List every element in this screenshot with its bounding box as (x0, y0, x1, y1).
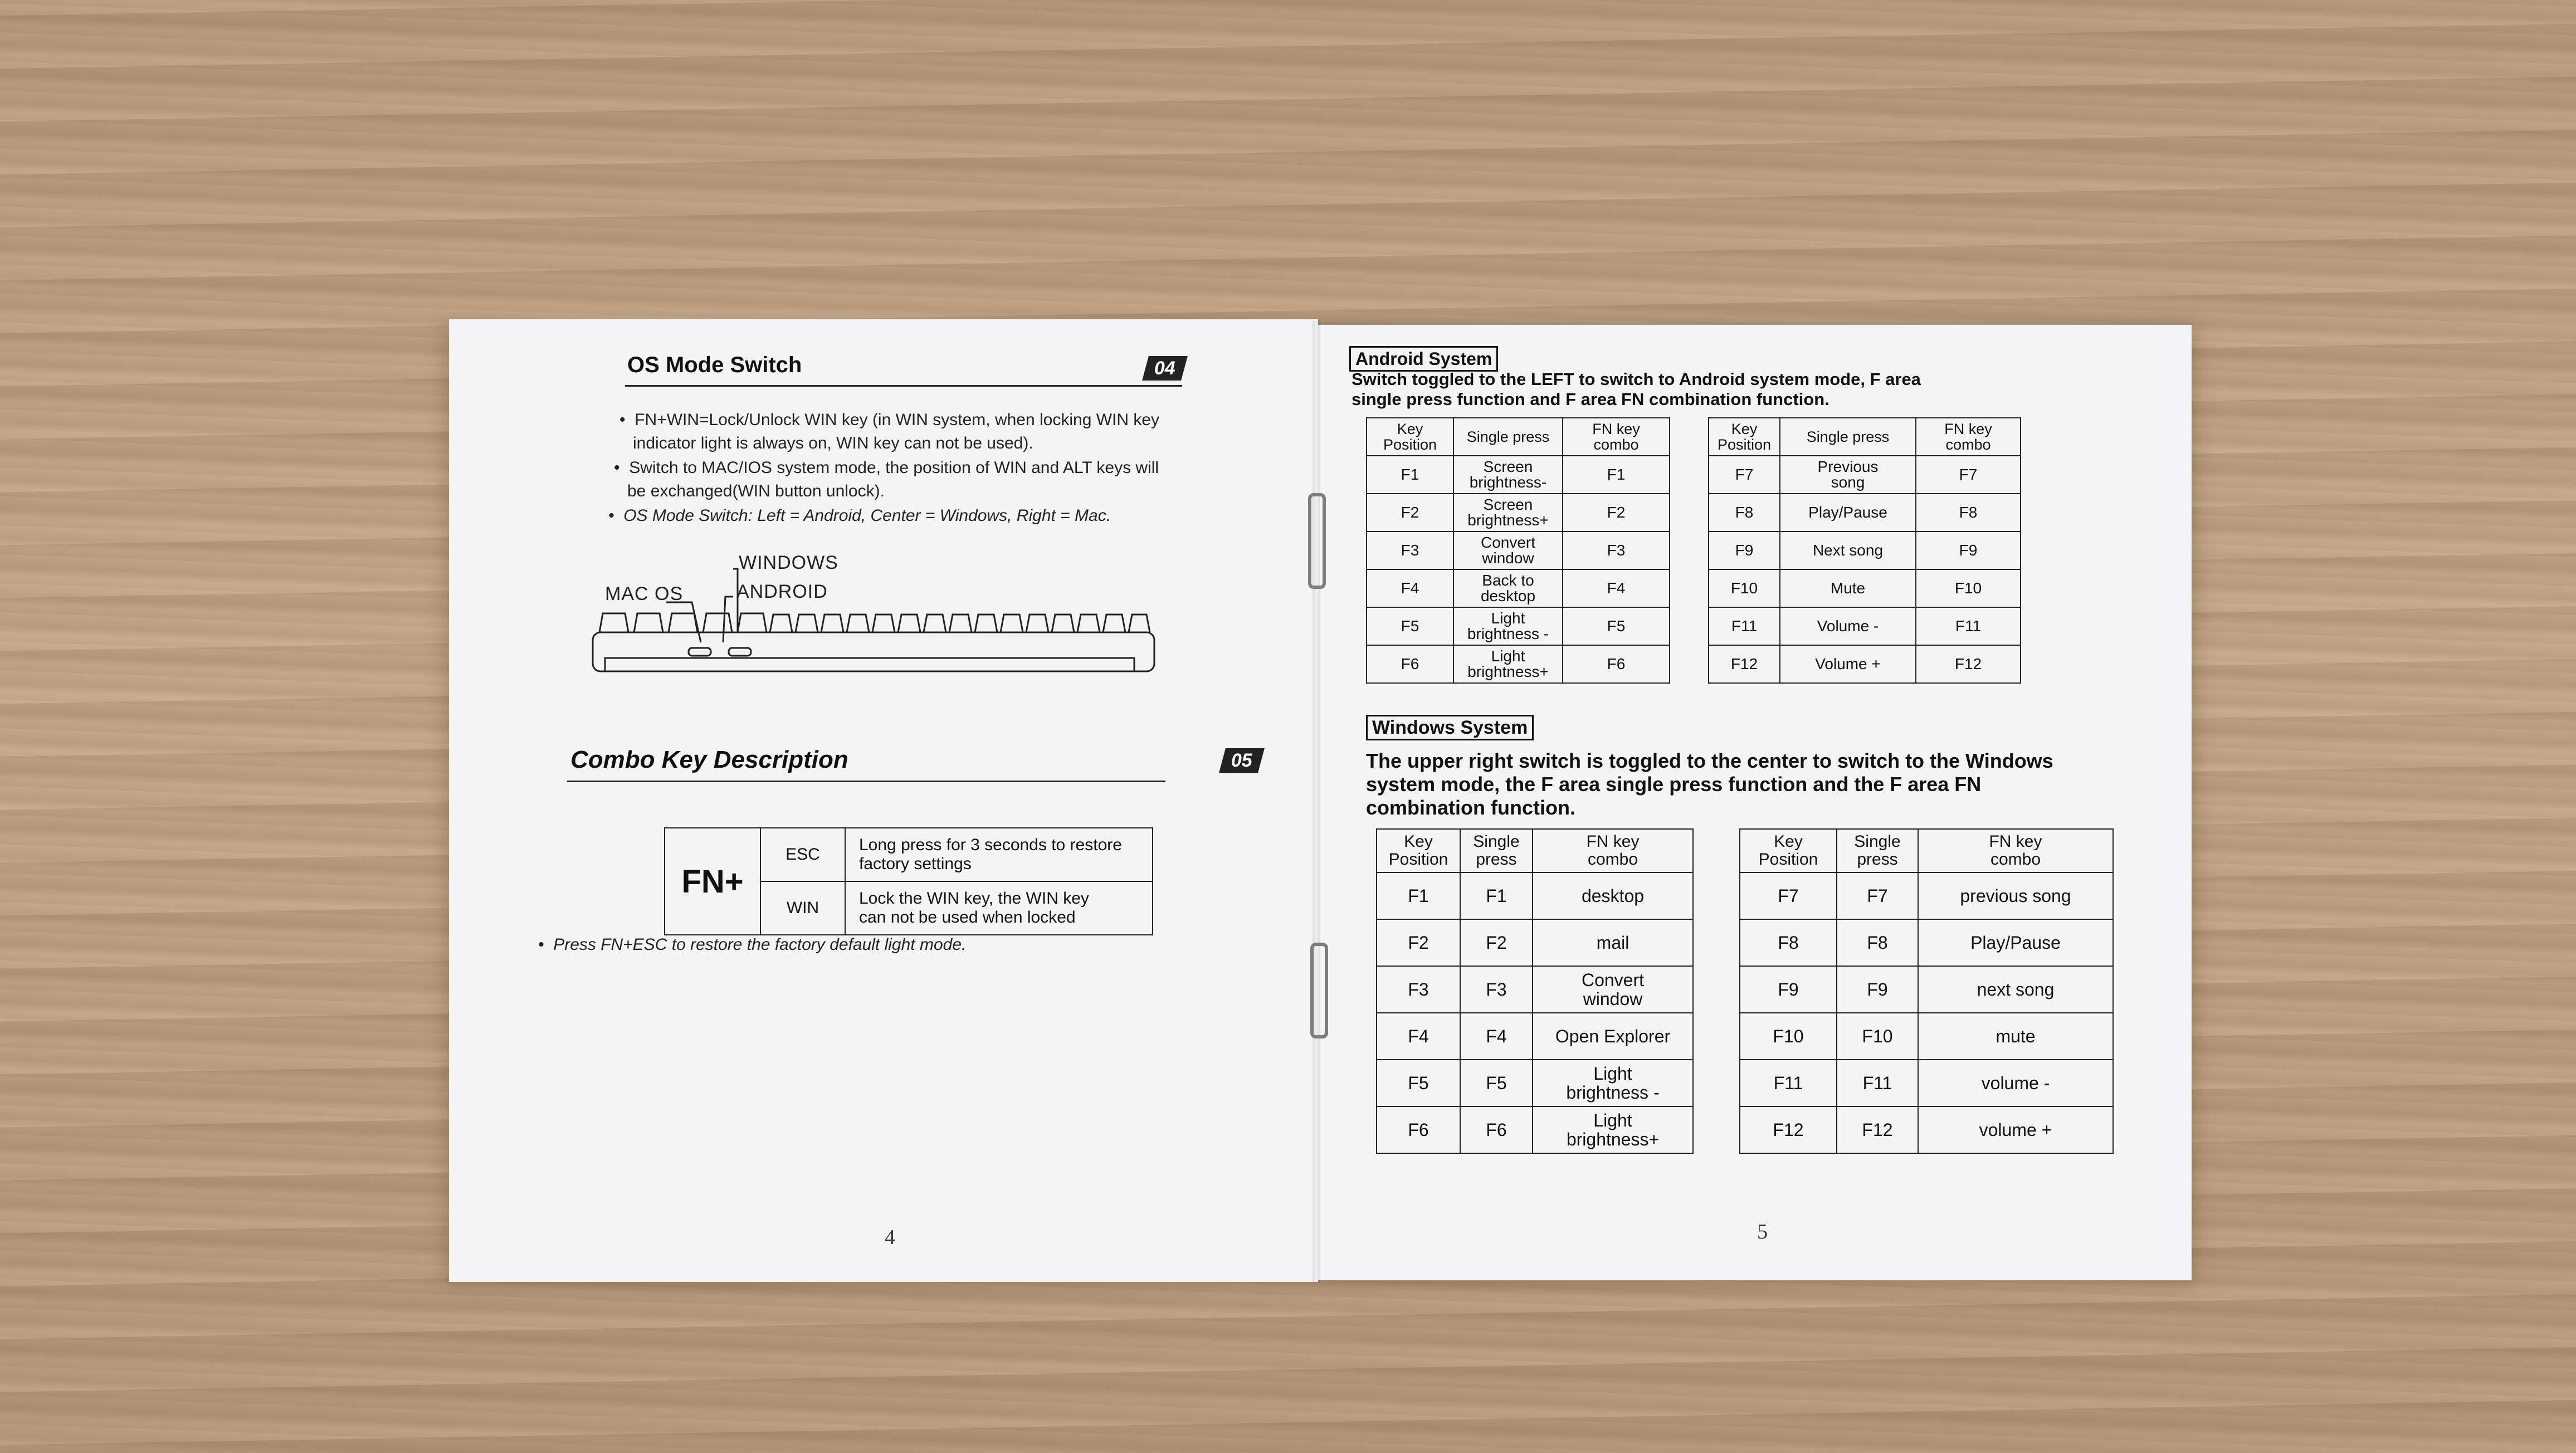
cell-key: F8 (1709, 494, 1780, 532)
table-row (1377, 1106, 1693, 1153)
cell-single: Mute (1780, 569, 1916, 607)
table-row (1367, 645, 1670, 683)
table-row (1740, 1013, 2113, 1060)
cell-single: F8 (1837, 919, 1918, 966)
table-row (1377, 872, 1693, 919)
cell-single: F10 (1837, 1013, 1918, 1060)
cell-fn: volume - (1918, 1060, 2113, 1106)
hdr-single-press: Single press (1837, 829, 1918, 872)
cell-single: F11 (1837, 1060, 1918, 1106)
android-table-right (1708, 417, 2021, 684)
keyboard-side-diagram (583, 559, 1162, 687)
table-row (1740, 919, 2113, 966)
windows-intro-line3: combination function. (1366, 796, 1575, 819)
table-row (1740, 1106, 2113, 1153)
combo-note: • Press FN+ESC to restore the factory default light mode. (538, 935, 967, 954)
table-row (1367, 569, 1670, 607)
cell-key: F11 (1709, 607, 1780, 645)
os-mode-badge: 04 (1142, 356, 1188, 381)
windows-left-header (1377, 829, 1693, 872)
cell-fn: mail (1533, 919, 1693, 966)
os-bullet-1: • FN+WIN=Lock/Unlock WIN key (in WIN system, when locking WIN key (619, 411, 1160, 429)
table-row (1377, 966, 1693, 1013)
cell-single: F7 (1837, 872, 1918, 919)
os-bullet-2: • Switch to MAC/IOS system mode, the position of WIN and ALT keys will (614, 459, 1159, 477)
cell-fn: mute (1918, 1013, 2113, 1060)
table-row (1709, 456, 2021, 494)
cell-key: F1 (1367, 456, 1453, 494)
table-row (1709, 645, 2021, 683)
cell-key: F5 (1377, 1060, 1460, 1106)
cell-single: Back to desktop (1453, 569, 1563, 607)
android-right-header (1709, 418, 2021, 456)
cell-key: F8 (1740, 919, 1837, 966)
cell-fn: F11 (1916, 607, 2021, 645)
table-row (1740, 872, 2113, 919)
combo-key-table (664, 827, 1153, 935)
cell-fn: Play/Pause (1918, 919, 2113, 966)
cell-key: F2 (1367, 494, 1453, 532)
cell-fn: F5 (1563, 607, 1670, 645)
table-row (1709, 494, 2021, 532)
cell-fn: F8 (1916, 494, 2021, 532)
cell-single: Volume + (1780, 645, 1916, 683)
cell-single: F3 (1460, 966, 1533, 1013)
cell-fn: F1 (1563, 456, 1670, 494)
cell-single: Screen brightness+ (1453, 494, 1563, 532)
cell-key: F6 (1377, 1106, 1460, 1153)
cell-single: Light brightness+ (1453, 645, 1563, 683)
cell-single: F9 (1837, 966, 1918, 1013)
cell-fn: F10 (1916, 569, 2021, 607)
hdr-key-position: Key Position (1367, 418, 1453, 456)
cell-single: Volume - (1780, 607, 1916, 645)
hdr-fn-combo: FN key combo (1918, 829, 2113, 872)
page-number-left: 4 (885, 1226, 895, 1249)
android-intro-line1: Switch toggled to the LEFT to switch to Android system mode, F area (1352, 369, 1921, 389)
windows-intro-line1: The upper right switch is toggled to the center to switch to the Windows (1366, 749, 2053, 772)
table-row (1377, 919, 1693, 966)
os-bullet-3: • OS Mode Switch: Left = Android, Center = Windows, Right = Mac. (608, 506, 1111, 525)
left-page (449, 319, 1318, 1282)
table-row (1740, 1060, 2113, 1106)
cell-fn: Open Explorer (1533, 1013, 1693, 1060)
combo-desc-esc: Long press for 3 seconds to restore factory settings (845, 828, 1153, 881)
table-row (1709, 607, 2021, 645)
cell-key: F3 (1367, 532, 1453, 569)
cell-single: Play/Pause (1780, 494, 1916, 532)
table-row (1709, 532, 2021, 569)
cell-single: Light brightness - (1453, 607, 1563, 645)
cell-single: F5 (1460, 1060, 1533, 1106)
cell-fn: F12 (1916, 645, 2021, 683)
staple-bottom (1310, 943, 1328, 1038)
os-bullet-2-cont: be exchanged(WIN button unlock). (627, 482, 885, 500)
cell-fn: desktop (1533, 872, 1693, 919)
cell-key: F10 (1740, 1013, 1837, 1060)
combo-title: Combo Key Description (570, 746, 848, 773)
cell-single: F4 (1460, 1013, 1533, 1060)
os-mode-rule (625, 385, 1182, 387)
cell-key: F11 (1740, 1060, 1837, 1106)
table-row (1740, 966, 2113, 1013)
page-number-right: 5 (1757, 1220, 1768, 1244)
cell-single: F12 (1837, 1106, 1918, 1153)
cell-fn: F3 (1563, 532, 1670, 569)
right-page (1316, 325, 2192, 1280)
table-row (1367, 494, 1670, 532)
cell-fn: F9 (1916, 532, 2021, 569)
cell-key: F2 (1377, 919, 1460, 966)
cell-single: Convert window (1453, 532, 1563, 569)
windows-right-header (1740, 829, 2113, 872)
combo-desc-win: Lock the WIN key, the WIN key can not be used when locked (845, 881, 1153, 935)
cell-fn: F6 (1563, 645, 1670, 683)
hdr-single-press: Single press (1453, 418, 1563, 456)
cell-key: F5 (1367, 607, 1453, 645)
hdr-key-position: Key Position (1740, 829, 1837, 872)
hdr-key-position: Key Position (1377, 829, 1460, 872)
hdr-key-position: Key Position (1709, 418, 1780, 456)
hdr-single-press: Single press (1460, 829, 1533, 872)
hdr-fn-combo: FN key combo (1563, 418, 1670, 456)
cell-single: F1 (1460, 872, 1533, 919)
cell-key: F9 (1709, 532, 1780, 569)
cell-key: F4 (1367, 569, 1453, 607)
cell-single: F6 (1460, 1106, 1533, 1153)
cell-fn: volume + (1918, 1106, 2113, 1153)
cell-single: Next song (1780, 532, 1916, 569)
booklet-spine (1313, 320, 1320, 1282)
cell-single: F2 (1460, 919, 1533, 966)
hdr-single-press: Single press (1780, 418, 1916, 456)
table-row (1367, 607, 1670, 645)
windows-system-label: Windows System (1366, 715, 1534, 740)
cell-fn: previous song (1918, 872, 2113, 919)
cell-fn: F7 (1916, 456, 2021, 494)
table-row (1367, 456, 1670, 494)
cell-key: F1 (1377, 872, 1460, 919)
cell-key: F12 (1740, 1106, 1837, 1153)
combo-key-win: WIN (760, 881, 845, 935)
cell-key: F12 (1709, 645, 1780, 683)
windows-table-left (1376, 828, 1694, 1154)
cell-key: F7 (1740, 872, 1837, 919)
cell-fn: Light brightness+ (1533, 1106, 1693, 1153)
cell-key: F4 (1377, 1013, 1460, 1060)
cell-fn: Convert window (1533, 966, 1693, 1013)
cell-fn: Light brightness - (1533, 1060, 1693, 1106)
os-bullet-1-cont: indicator light is always on, WIN key can not be used). (633, 434, 1033, 452)
hdr-fn-combo: FN key combo (1916, 418, 2021, 456)
os-mode-title: OS Mode Switch (627, 353, 802, 377)
cell-fn: next song (1918, 966, 2113, 1013)
cell-fn: F4 (1563, 569, 1670, 607)
combo-badge: 05 (1219, 748, 1265, 773)
cell-key: F10 (1709, 569, 1780, 607)
combo-rule (567, 781, 1165, 782)
android-table-left (1366, 417, 1670, 684)
cell-single: Previous song (1780, 456, 1916, 494)
cell-key: F6 (1367, 645, 1453, 683)
android-intro-line2: single press function and F area FN combination function. (1352, 389, 1829, 409)
hdr-fn-combo: FN key combo (1533, 829, 1693, 872)
combo-key-esc: ESC (760, 828, 845, 881)
windows-intro-line2: system mode, the F area single press function and the F area FN (1366, 773, 1982, 796)
android-system-label: Android System (1349, 346, 1498, 372)
cell-single: Screen brightness- (1453, 456, 1563, 494)
table-row (1377, 1060, 1693, 1106)
android-left-header (1367, 418, 1670, 456)
cell-fn: F2 (1563, 494, 1670, 532)
windows-label: WINDOWS (739, 552, 838, 573)
windows-table-right (1739, 828, 2114, 1154)
table-row (1367, 532, 1670, 569)
table-row (1377, 1013, 1693, 1060)
cell-key: F7 (1709, 456, 1780, 494)
combo-row-esc (665, 828, 1153, 881)
staple-top (1308, 493, 1326, 589)
table-row (1709, 569, 2021, 607)
fn-plus-label: FN+ (665, 828, 760, 935)
cell-key: F3 (1377, 966, 1460, 1013)
cell-key: F9 (1740, 966, 1837, 1013)
mac-os-label: MAC OS (605, 583, 684, 604)
android-label: ANDROID (736, 581, 828, 602)
